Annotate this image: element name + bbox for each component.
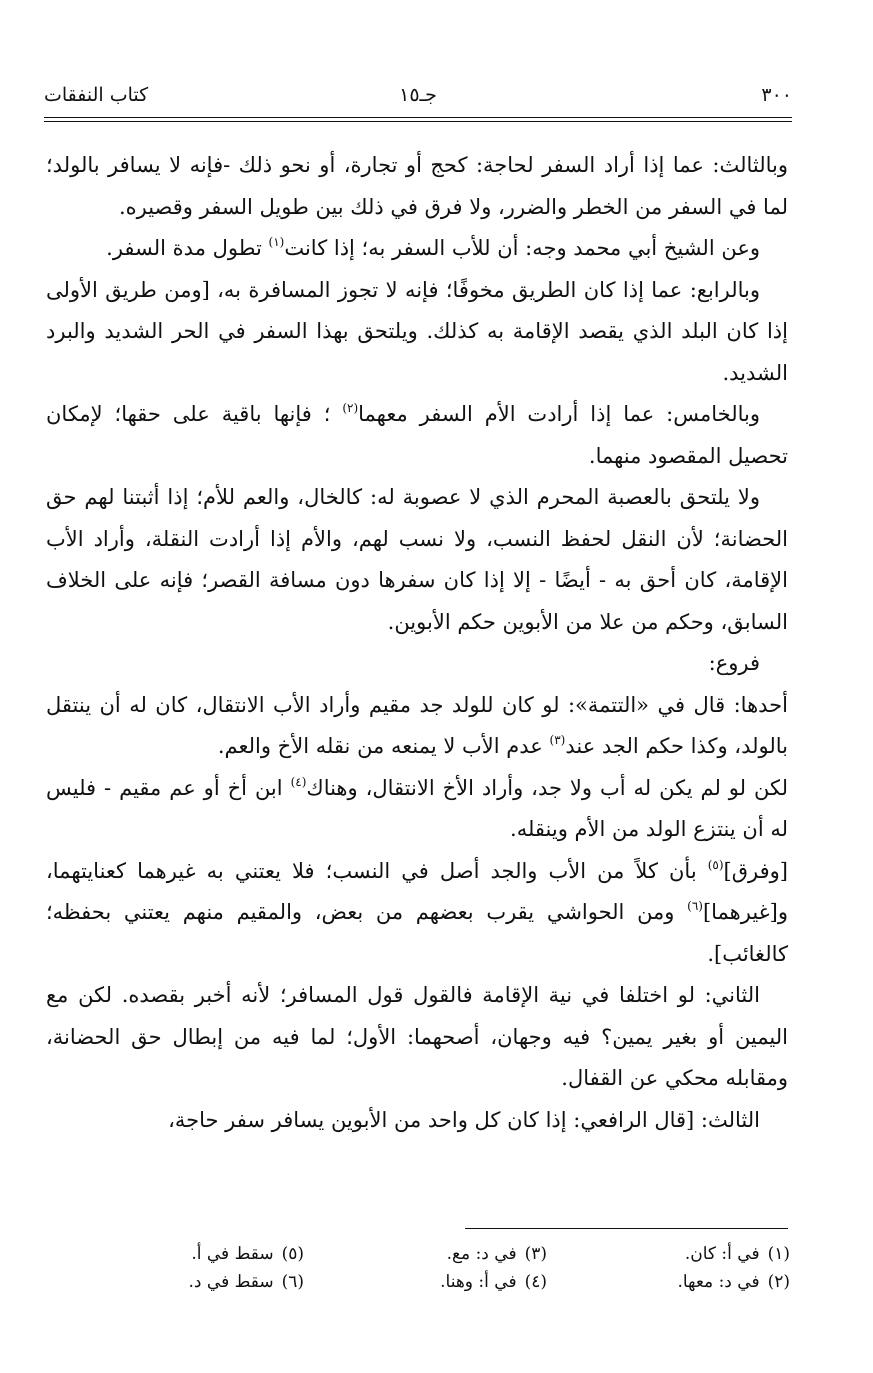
paragraph (46, 228, 788, 270)
footnote (61, 1268, 304, 1296)
footnote-number: (١) (767, 1244, 790, 1264)
footnote-text: في د: معها. (677, 1272, 760, 1292)
footnote-ref: (١) (268, 235, 285, 249)
footnote-ref: (٥) (707, 857, 724, 872)
paragraph (46, 851, 788, 976)
text-run: بأن كلاً من الأب والجد أصل في النسب؛ فلا يعتني به غيرهما كعنايتهما، و[غيرهما] (46, 858, 788, 924)
footnote-number: (٣) (524, 1244, 547, 1264)
text-run: ابن أخ أو عم مقيم - فليس له أن ينتزع الولد من الأم وينقله. (46, 775, 788, 841)
footnote-row (60, 1268, 790, 1296)
page-number: ٣٠٠ (761, 84, 792, 106)
footnote-row (60, 1240, 790, 1268)
footnote (61, 1240, 304, 1268)
footnote-ref: (٤) (290, 774, 307, 789)
main-text (46, 145, 788, 1141)
paragraph (46, 394, 788, 477)
text-run: وبالخامس: عما إذا أرادت الأم السفر معهما (358, 402, 760, 426)
footnote-text: في أ: وهنا. (440, 1272, 517, 1292)
footnote-number: (٦) (281, 1272, 304, 1292)
volume-label: جـ١٥ (399, 84, 437, 106)
footnotes (60, 1240, 790, 1296)
footnote-ref: (٣) (549, 733, 566, 747)
footnote (304, 1268, 547, 1296)
paragraph (46, 768, 788, 851)
header-rule-double (44, 121, 792, 122)
text-run: ؛ فإنها باقية على حقها؛ لإمكان تحصيل المقصود منهما. (46, 402, 788, 468)
footnote-rule (465, 1228, 788, 1229)
text-run: ومن الحواشي يقرب بعضهم من بعض، والمقيم منهم يعتني بحفظه؛ كالغائب]. (46, 900, 788, 966)
header-rule (44, 117, 792, 118)
footnote-text: في أ: كان. (684, 1244, 760, 1264)
footnote-text: سقط في د. (188, 1272, 274, 1292)
paragraph: ولا يلتحق بالعصبة المحرم الذي لا عصوبة له: كالخال، والعم للأم؛ إذا أثبتنا لهم حق الحضانة؛ لأن النقل لحفظ النسب، ولا نسب لهم، والأم إذا أرادت النقلة، وأراد الأب الإقامة، كان أحق به - أيضًا - إلا إذا كان سفرها دون مسافة القصر؛ فإنه على الخلاف السابق، وحكم من علا من الأبوين حكم الأبوين. (46, 485, 788, 634)
page-header (44, 80, 792, 112)
footnote-number: (٤) (524, 1272, 547, 1292)
footnote (304, 1240, 547, 1268)
text-run: تطول مدة السفر. (106, 236, 269, 260)
footnote-ref: (٦) (687, 899, 703, 913)
paragraph: وبالرابع: عما إذا كان الطريق مخوفًا؛ فإنه لا تجوز المسافرة به، [ومن طريق الأولى إذا كان البلد الذي يقصد الإقامة به كذلك. ويلتحق بهذا السفر في الحر الشديد والبرد الشديد. (46, 277, 788, 385)
text-run: [وفرق] (723, 858, 788, 883)
footnote-ref: (٢) (342, 401, 359, 415)
footnote-text: في د: مع. (446, 1244, 517, 1264)
paragraph: الثاني: لو اختلفا في نية الإقامة فالقول قول المسافر؛ لأنه أخبر بقصده. لكن مع اليمين أو بغير يمين؟ فيه وجهان، أصحهما: الأول؛ لما فيه من إبطال حق الحضانة، ومقابله محكي عن القفال. (46, 983, 788, 1090)
text-run: لكن لو لم يكن له أب ولا جد، وأراد الأخ الانتقال، وهناك (306, 775, 788, 800)
footnote (547, 1240, 790, 1268)
footnote (547, 1268, 790, 1296)
book-title: كتاب النفقات (44, 84, 149, 106)
paragraph (46, 685, 788, 768)
footnote-number: (٢) (767, 1272, 790, 1292)
text-run: أحدها: قال في «التتمة»: لو كان للولد جد مقيم وأراد الأب الانتقال، كان له أن ينتقل بالولد، وكذا حكم الجد عند (46, 692, 788, 758)
footnote-text: سقط في أ. (191, 1244, 274, 1264)
paragraph: وبالثالث: عما إذا أراد السفر لحاجة: كحج أو تجارة، أو نحو ذلك -فإنه لا يسافر بالولد؛ لما في السفر من الخطر والضرر، ولا فرق في ذلك بين طويل السفر وقصيره. (46, 153, 788, 219)
text-run: عدم الأب لا يمنعه من نقله الأخ والعم. (217, 734, 550, 758)
text-run: وعن الشيخ أبي محمد وجه: أن للأب السفر به؛ إذا كانت (284, 236, 760, 260)
section-heading: فروع: (708, 651, 760, 675)
paragraph: الثالث: [قال الرافعي: إذا كان كل واحد من الأبوين يسافر سفر حاجة، (168, 1107, 760, 1132)
footnote-number: (٥) (281, 1244, 304, 1264)
